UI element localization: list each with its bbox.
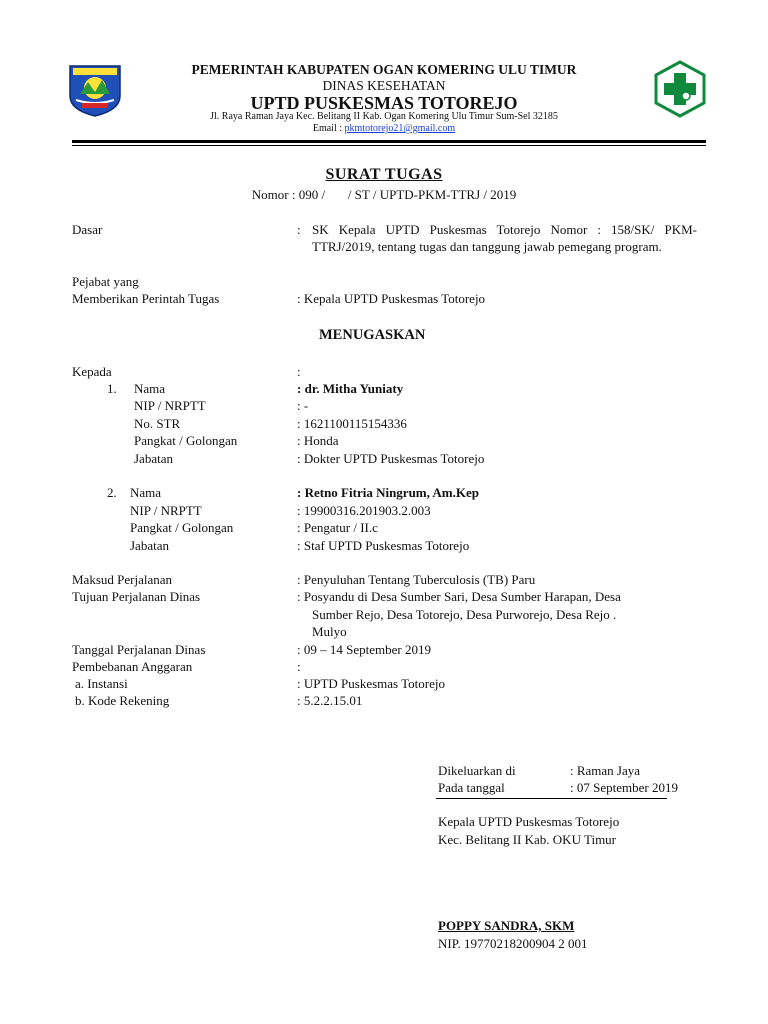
person1-number: 1. bbox=[107, 381, 117, 396]
signer-role-2: Kec. Belitang II Kab. OKU Timur bbox=[438, 832, 617, 847]
pembebanan-label: Pembebanan Anggaran bbox=[72, 659, 193, 674]
kode-rekening-value: : 5.2.2.15.01 bbox=[297, 693, 363, 708]
tanggal-value: : 09 – 14 September 2019 bbox=[297, 642, 431, 657]
tujuan-line-1: : Posyandu di Desa Sumber Sari, Desa Sumber Harapan, Desa bbox=[297, 589, 621, 604]
person2-nip-label: NIP / NRPTT bbox=[130, 503, 202, 518]
dasar-label: Dasar bbox=[72, 222, 103, 237]
menugaskan-heading: MENUGASKAN bbox=[319, 327, 426, 343]
kepada-label: Kepada bbox=[72, 364, 112, 379]
person1-pangkat-value: : Honda bbox=[297, 433, 339, 448]
tanggal-label: Tanggal Perjalanan Dinas bbox=[72, 642, 206, 657]
dikeluarkan-label: Dikeluarkan di bbox=[438, 763, 516, 778]
person2-name-label: Nama bbox=[130, 485, 162, 500]
person1-jabatan-value: : Dokter UPTD Puskesmas Totorejo bbox=[297, 451, 485, 466]
tujuan-line-2: Sumber Rejo, Desa Totorejo, Desa Purworejo, Desa Rejo . bbox=[312, 607, 617, 622]
maksud-value: : Penyuluhan Tentang Tuberculosis (TB) Paru bbox=[297, 572, 536, 587]
header-department: DINAS KESEHATAN bbox=[322, 78, 446, 93]
signer-name: POPPY SANDRA, SKM bbox=[438, 918, 575, 933]
person2-number: 2. bbox=[107, 485, 117, 500]
person1-pangkat-label: Pangkat / Golongan bbox=[134, 433, 238, 448]
person1-nip-value: : - bbox=[297, 398, 309, 413]
person1-nip-label: NIP / NRPTT bbox=[134, 398, 206, 413]
dasar-colon: : bbox=[297, 222, 301, 237]
pada-tanggal-value: : 07 September 2019 bbox=[570, 780, 678, 795]
pejabat-label-1: Pejabat yang bbox=[72, 274, 139, 289]
signer-nip: NIP. 19770218200904 2 001 bbox=[438, 936, 588, 951]
person1-str-value: : 1621100115154336 bbox=[297, 416, 407, 431]
signature-date-underline bbox=[436, 798, 667, 799]
document-title: SURAT TUGAS bbox=[325, 166, 443, 183]
header-address: Jl. Raya Raman Jaya Kec. Belitang II Kab. Ogan Komering Ulu Timur Sum-Sel 32185 bbox=[210, 111, 558, 122]
pejabat-label-2: Memberikan Perintah Tugas bbox=[72, 291, 220, 306]
instansi-label: a. Instansi bbox=[75, 676, 128, 691]
person1-name-label: Nama bbox=[134, 381, 166, 396]
person1-jabatan-label: Jabatan bbox=[134, 451, 173, 466]
tujuan-label: Tujuan Perjalanan Dinas bbox=[72, 589, 201, 604]
tujuan-line-3: Mulyo bbox=[312, 624, 347, 639]
pada-tanggal-label: Pada tanggal bbox=[438, 780, 505, 795]
person2-jabatan-value: : Staf UPTD Puskesmas Totorejo bbox=[297, 538, 470, 553]
document-number: Nomor : 090 / / ST / UPTD-PKM-TTRJ / 2019 bbox=[251, 187, 517, 202]
kepada-colon: : bbox=[297, 364, 301, 379]
header-puskesmas: UPTD PUSKESMAS TOTOREJO bbox=[250, 93, 518, 113]
person1-name-value: : dr. Mitha Yuniaty bbox=[297, 381, 404, 396]
instansi-value: : UPTD Puskesmas Totorejo bbox=[297, 676, 445, 691]
email-link[interactable]: pkmtotorejo21@gmail.com bbox=[344, 123, 456, 134]
email-label: Email : bbox=[312, 123, 343, 134]
header-divider-thick bbox=[72, 140, 706, 143]
person2-nip-value: : 19900316.201903.2.003 bbox=[297, 503, 431, 518]
person2-jabatan-label: Jabatan bbox=[130, 538, 169, 553]
header-divider-thin bbox=[72, 145, 706, 146]
header-government: PEMERINTAH KABUPATEN OGAN KOMERING ULU TIMUR bbox=[191, 62, 577, 77]
person2-pangkat-label: Pangkat / Golongan bbox=[130, 520, 234, 535]
signer-role-1: Kepala UPTD Puskesmas Totorejo bbox=[438, 814, 620, 829]
header-email-line bbox=[0, 123, 768, 135]
dikeluarkan-value: : Raman Jaya bbox=[570, 763, 641, 778]
dasar-text: SK Kepala UPTD Puskesmas Totorejo Nomor : 158/SK/ PKM-TTRJ/2019, tentang tugas dan tanggung jawab pemegang program. bbox=[312, 222, 697, 254]
person2-name-value: : Retno Fitria Ningrum, Am.Kep bbox=[297, 485, 479, 500]
person2-pangkat-value: : Pengatur / II.c bbox=[297, 520, 378, 535]
maksud-label: Maksud Perjalanan bbox=[72, 572, 173, 587]
person1-str-label: No. STR bbox=[134, 416, 181, 431]
kode-rekening-label: b. Kode Rekening bbox=[75, 693, 170, 708]
pejabat-value: : Kepala UPTD Puskesmas Totorejo bbox=[297, 291, 486, 306]
pembebanan-colon: : bbox=[297, 659, 301, 674]
